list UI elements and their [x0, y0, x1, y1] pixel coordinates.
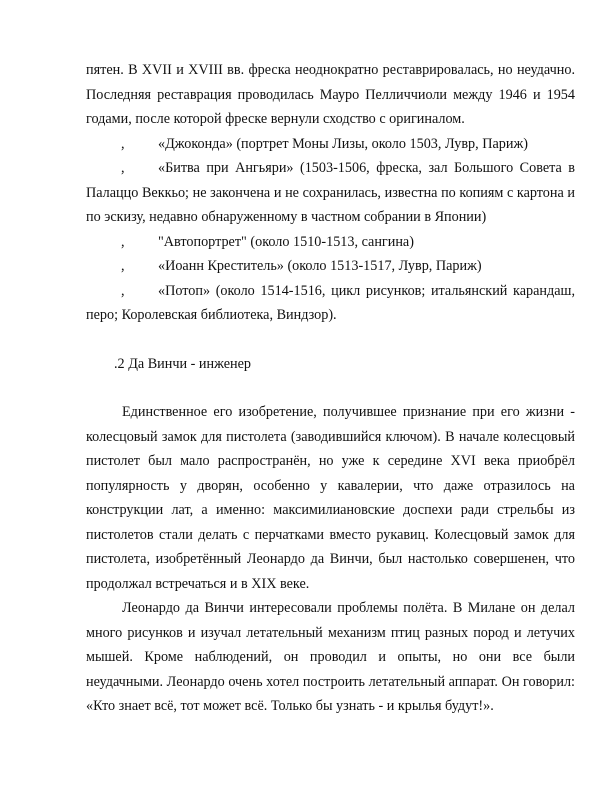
list-item	[86, 254, 575, 279]
list-item	[86, 132, 575, 157]
list-item	[86, 230, 575, 255]
list-item	[86, 279, 575, 328]
list-item-text: «Джоконда» (портрет Моны Лизы, около 1503, Лувр, Париж)	[158, 135, 528, 152]
body-paragraph: Леонардо да Винчи интересовали проблемы полёта. В Милане он делал много рисунков и изучал летательный механизм птиц разных пород и летучих мышей. Кроме наблюдений, он проводил и опыты, но они все были неудачными. Леонардо очень хотел построить летательный аппарат. Он говорил: «Кто знает всё, тот может всё. Только бы узнать - и крылья будут!».	[86, 600, 575, 714]
spacer	[86, 376, 575, 400]
list-item-text: «Битва при Ангьяри» (1503-1506, фреска, зал Большого Совета в Палаццо Веккьо; не закончена и не сохранилась, известна по копиям с картона и по эскизу, недавно обнаруженному в частном собрании в Японии)	[86, 160, 575, 225]
document-page	[86, 58, 575, 719]
section-heading: .2 Да Винчи - инженер	[114, 355, 251, 372]
works-list	[86, 132, 575, 328]
list-bullet: ,	[121, 258, 125, 274]
list-item	[86, 156, 575, 230]
list-item-text: "Автопортрет" (около 1510-1513, сангина)	[158, 233, 414, 250]
list-bullet: ,	[121, 233, 125, 250]
list-bullet: ,	[121, 282, 125, 299]
list-bullet: ,	[121, 160, 125, 176]
spacer	[86, 328, 575, 352]
body-paragraph: Единственное его изобретение, получившее признание при его жизни - колесцовый замок для пистолета (заводившийся ключом). В начале колесцовый пистолет был мало распространён, но уже к середине XVI века приобрёл популярность у дворян, особенно у кавалерии, что даже отразилось на конструкции лат, а именно: максимилиановские доспехи ради стрельбы из пистолетов стали делать с перчатками вместо рукавиц. Колесцовый замок для пистолета, изобретённый Леонардо да Винчи, был настолько совершенен, что продолжал встречаться и в XIX веке.	[86, 404, 575, 592]
list-item-text: «Иоанн Креститель» (около 1513-1517, Лувр, Париж)	[158, 258, 482, 274]
intro-paragraph: пятен. В XVII и XVIII вв. фреска неоднократно реставрировалась, но неудачно. Последняя реставрация проводилась Мауро Пелличчиоли между 1946 и 1954 годами, после которой фреске вернули сходство с оригиналом.	[86, 62, 575, 127]
list-item-text: «Потоп» (около 1514-1516, цикл рисунков; итальянский карандаш, перо; Королевская библиотека, Виндзор).	[86, 282, 575, 323]
list-bullet: ,	[121, 135, 125, 152]
